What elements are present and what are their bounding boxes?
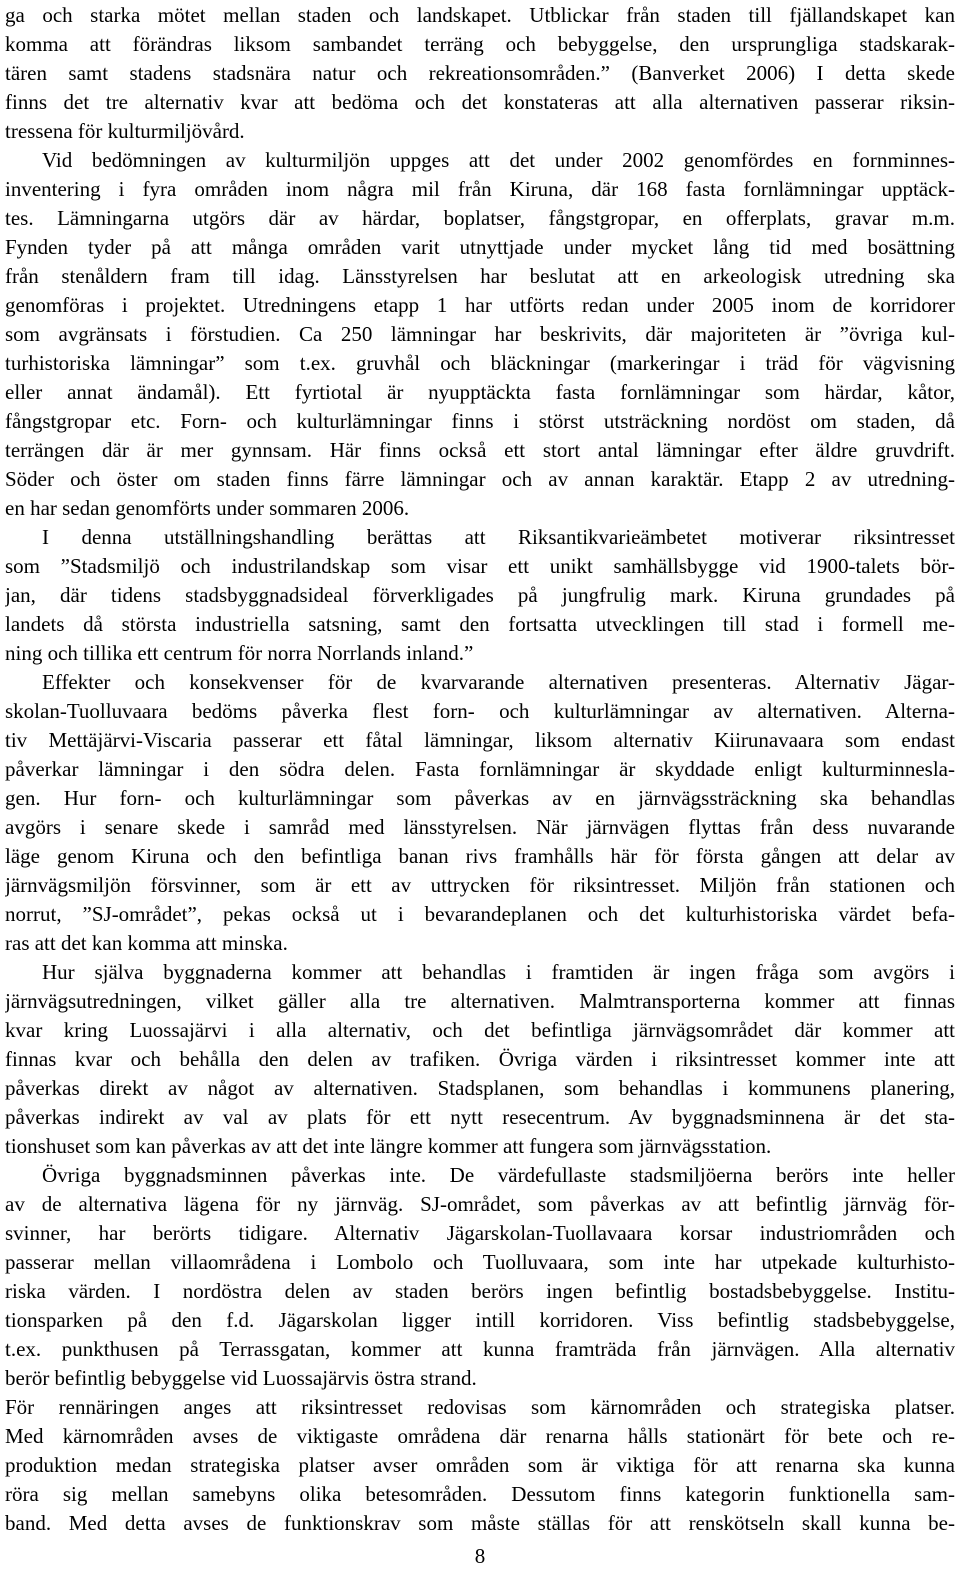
text-line: band. Med detta avses de funktionskrav som måste ställas för att renskötseln skall kunna be- [5, 1511, 955, 1535]
text-line: Med kärnområden avses de viktigaste områdena där renarna hålls stationärt för bete och re- [5, 1424, 955, 1448]
text-line: Effekter och konsekvenser för de kvarvarande alternativen presenteras. Alternativ Jägar- [42, 670, 955, 694]
text-line: riska värden. I nordöstra delen av staden berörs ingen befintlig bostadsbebyggelse. Institu- [5, 1279, 955, 1303]
text-line: ning och tillika ett centrum för norra Norrlands inland.” [5, 641, 474, 665]
text-line: påverkar lämningar i den södra delen. Fasta fornlämningar är skyddade enligt kulturminnesla- [5, 757, 955, 781]
text-line: av de alternativa lägena för ny järnväg. SJ-området, som påverkas av att befintlig järnväg för- [5, 1192, 955, 1216]
text-line: Fynden tyder på att många områden varit utnyttjade under mycket lång tid med bosättning [5, 235, 955, 259]
text-line: järnvägsutredningen, vilket gäller alla tre alternativen. Malmtransporterna kommer att finnas [5, 989, 955, 1013]
text-line: tressena för kulturmiljövård. [5, 119, 245, 143]
text-line: tären samt stadens stadsnära natur och rekreationsområden.” (Banverket 2006) I detta skede [5, 61, 955, 85]
text-line: fångstgropar etc. Forn- och kulturlämningar finns i störst utsträckning nordöst om staden, då [5, 409, 955, 433]
text-line: landets då största industriella satsning, samt den fortsatta utvecklingen till stad i formell me- [5, 612, 955, 636]
text-line: gen. Hur forn- och kulturlämningar som påverkas av en järnvägssträckning ska behandlas [5, 786, 955, 810]
text-line: från stenåldern fram till idag. Länsstyrelsen har beslutat att en arkeologisk utredning ska [5, 264, 955, 288]
text-line: Söder och öster om staden finns färre lämningar och av annan karaktär. Etapp 2 av utredning- [5, 467, 955, 491]
text-line: turhistoriska lämningar” som t.ex. gruvhål och bläckningar (markeringar i träd för vägvisning [5, 351, 955, 375]
text-line: Hur själva byggnaderna kommer att behandlas i framtiden är ingen fråga som avgörs i [42, 960, 955, 984]
text-line: För rennäringen anges att riksintresset redovisas som kärnområden och strategiska platser. [5, 1395, 955, 1419]
text-line: tiv Mettäjärvi-Viscaria passerar ett fåtal lämningar, liksom alternativ Kiirunavaara som endast [5, 728, 955, 752]
text-line: skolan-Tuolluvaara bedöms påverka flest forn- och kulturlämningar av alternativen. Alterna- [5, 699, 955, 723]
text-line: berör befintlig bebyggelse vid Luossajärvis östra strand. [5, 1366, 477, 1390]
document-page [5, 0, 955, 1572]
text-line: inventering i fyra områden inom några mil från Kiruna, där 168 fasta fornlämningar upptäck- [5, 177, 955, 201]
text-line: som avgränsats i förstudien. Ca 250 lämningar har beskrivits, där majoriteten är ”övriga kul- [5, 322, 955, 346]
text-line: Övriga byggnadsminnen påverkas inte. De värdefullaste stadsmiljöerna berörs inte heller [42, 1163, 955, 1187]
text-line: avgörs i senare skede i samråd med länsstyrelsen. När järnvägen flyttas från dess nuvarande [5, 815, 955, 839]
text-line: en har sedan genomförts under sommaren 2006. [5, 496, 410, 520]
text-line: finns det tre alternativ kvar att bedöma och det konstateras att alla alternativen passerar riksin- [5, 90, 955, 114]
text-line: svinner, har berörts tidigare. Alternativ Jägarskolan-Tuollavaara korsar industriområden och [5, 1221, 955, 1245]
text-line: jan, där tidens stadsbyggnadsideal förverkligades på jungfrulig mark. Kiruna grundades på [5, 583, 955, 607]
text-line: finnas kvar och behålla den delen av trafiken. Övriga värden i riksintresset kommer inte att [5, 1047, 955, 1071]
text-line: ga och starka mötet mellan staden och landskapet. Utblickar från staden till fjällandskapet kan [5, 3, 955, 27]
text-line: eller annat ändamål). Ett fyrtiotal är nyupptäckta fasta fornlämningar som härdar, kåtor, [5, 380, 955, 404]
text-line: röra sig mellan samebyns olika betesområden. Dessutom finns kategorin funktionella sam- [5, 1482, 955, 1506]
text-line: påverkas direkt av något av alternativen. Stadsplanen, som behandlas i kommunens planering, [5, 1076, 955, 1100]
text-line: produktion medan strategiska platser avser områden som är viktiga för att renarna ska kunna [5, 1453, 955, 1477]
page-number: 8 [474, 1544, 486, 1568]
text-line: tionsparken på den f.d. Jägarskolan ligger intill korridoren. Viss befintlig stadsbebyggelse, [5, 1308, 955, 1332]
text-line: terrängen där är mer gynnsam. Här finns också ett stort antal lämningar efter äldre gruvdrift. [5, 438, 955, 462]
text-line: tes. Lämningarna utgörs där av härdar, boplatser, fångstgropar, en offerplats, gravar m.m. [5, 206, 955, 230]
text-line: påverkas indirekt av val av plats för ett nytt resecentrum. Av byggnadsminnena är det sta- [5, 1105, 955, 1129]
text-line: I denna utställningshandling berättas att Riksantikvarieämbetet motiverar riksintresset [42, 525, 955, 549]
text-line: läge genom Kiruna och den befintliga banan rivs framhålls här för första gången att delar av [5, 844, 955, 868]
text-line: Vid bedömningen av kulturmiljön uppges att det under 2002 genomfördes en fornminnes- [42, 148, 955, 172]
text-line: genomföras i projektet. Utredningens etapp 1 har utförts redan under 2005 inom de korridorer [5, 293, 955, 317]
text-line: komma att förändras liksom sambandet terräng och bebyggelse, den ursprungliga stadskarak- [5, 32, 955, 56]
text-line: passerar mellan villaområdena i Lombolo och Tuolluvaara, som inte har utpekade kulturhisto- [5, 1250, 955, 1274]
text-line: ras att det kan komma att minska. [5, 931, 288, 955]
text-line: tionshuset som kan påverkas av att det inte längre kommer att fungera som järnvägsstation. [5, 1134, 772, 1158]
text-line: kvar kring Luossajärvi i alla alternativ, och det befintliga järnvägsområdet där kommer att [5, 1018, 955, 1042]
text-line: norrut, ”SJ-området”, pekas också ut i bevarandeplanen och det kulturhistoriska värdet befa- [5, 902, 955, 926]
text-line: järnvägsmiljön försvinner, som är ett av uttrycken för riksintresset. Miljön från stationen och [5, 873, 955, 897]
text-line: som ”Stadsmiljö och industrilandskap som visar ett unikt samhällsbygge vid 1900-talets bör- [5, 554, 955, 578]
text-line: t.ex. punkthusen på Terrassgatan, kommer att kunna framträda från järnvägen. Alla alternativ [5, 1337, 955, 1361]
